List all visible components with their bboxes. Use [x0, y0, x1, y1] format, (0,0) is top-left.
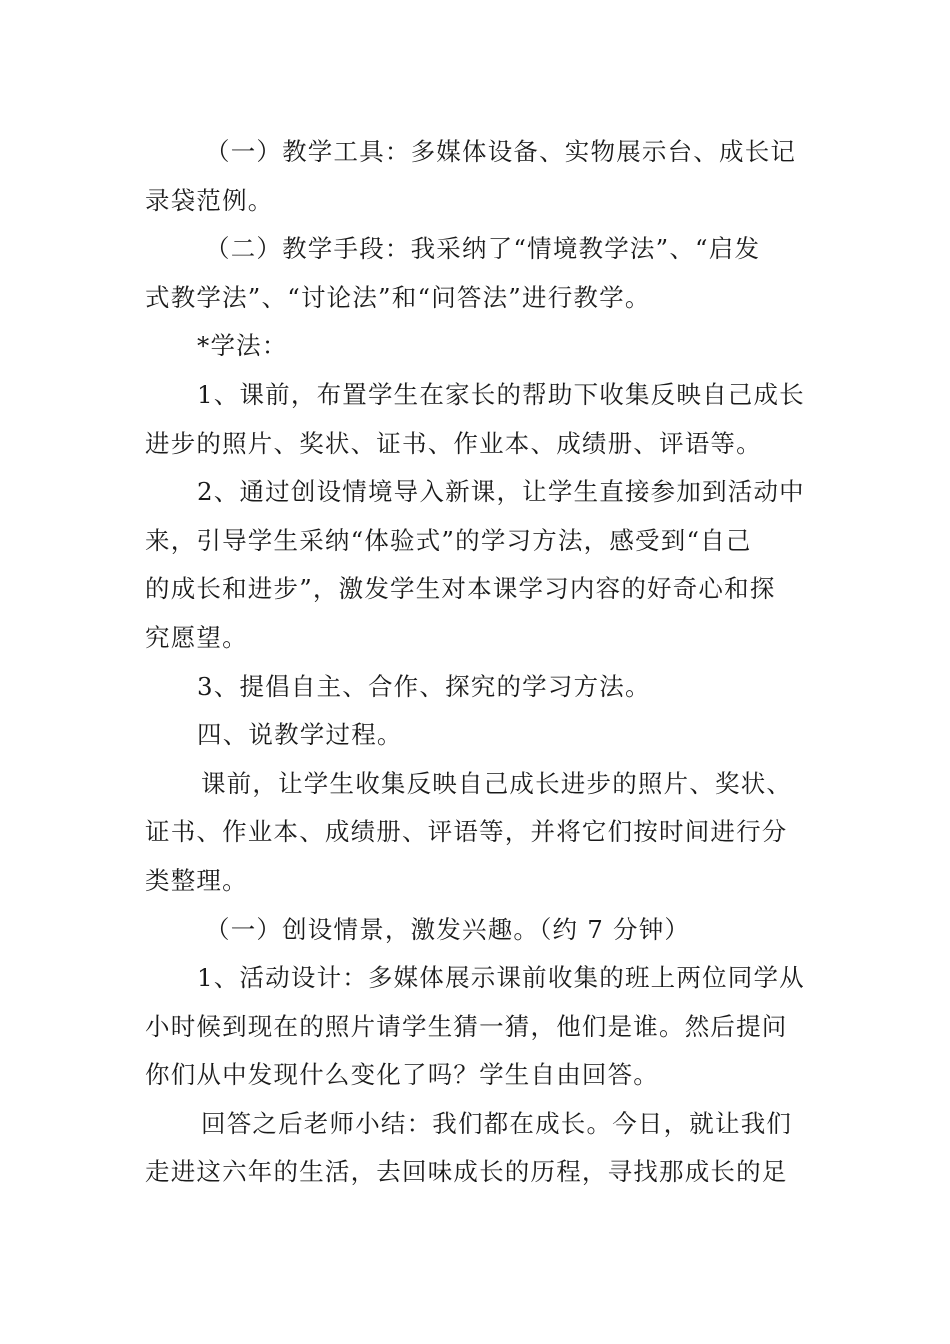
- text-line: 1、课前，布置学生在家长的帮助下收集反映自己成长: [197, 379, 805, 409]
- text-line: 来，引导学生采纳“体验式”的学习方法，感受到“自己: [145, 525, 752, 555]
- text-line: 1、活动设计：多媒体展示课前收集的班上两位同学从: [197, 963, 805, 993]
- text-line: 式教学法”、“讨论法”和“问答法”进行教学。: [145, 282, 651, 312]
- text-line: 究愿望。: [145, 622, 248, 652]
- text-line: （一）教学工具：多媒体设备、实物展示台、成长记: [205, 137, 797, 166]
- text-line: *学法：: [197, 331, 288, 361]
- text-line: 的成长和进步”，激发学生对本课学习内容的好奇心和探: [145, 574, 776, 604]
- text-line: （二）教学手段：我采纳了“情境教学法”、“启发: [205, 234, 761, 264]
- text-line: 小时候到现在的照片请学生猜一猜，他们是谁。然后提问: [145, 1011, 788, 1041]
- text-line: 2、通过创设情境导入新课，让学生直接参加到活动中: [197, 477, 805, 507]
- text-line: 录袋范例。: [145, 185, 274, 215]
- text-line: 四、说教学过程。: [197, 720, 403, 750]
- text-line: 进步的照片、奖状、证书、作业本、成绩册、评语等。: [145, 428, 762, 458]
- text-line: 你们从中发现什么变化了吗？学生自由回答。: [145, 1060, 659, 1090]
- text-line: 3、提倡自主、合作、探究的学习方法。: [197, 671, 651, 701]
- document-body: [145, 128, 810, 1197]
- text-line: 走进这六年的生活，去回味成长的历程，寻找那成长的足: [145, 1157, 788, 1187]
- text-line: 课前，让学生收集反映自己成长进步的照片、奖状、: [201, 768, 793, 798]
- text-line: 类整理。: [145, 865, 248, 895]
- text-line: 回答之后老师小结：我们都在成长。今日，就让我们: [201, 1108, 793, 1138]
- text-line: （一）创设情景，激发兴趣。（约 7 分钟）: [205, 914, 691, 944]
- text-line: 证书、作业本、成绩册、评语等，并将它们按时间进行分: [145, 817, 788, 847]
